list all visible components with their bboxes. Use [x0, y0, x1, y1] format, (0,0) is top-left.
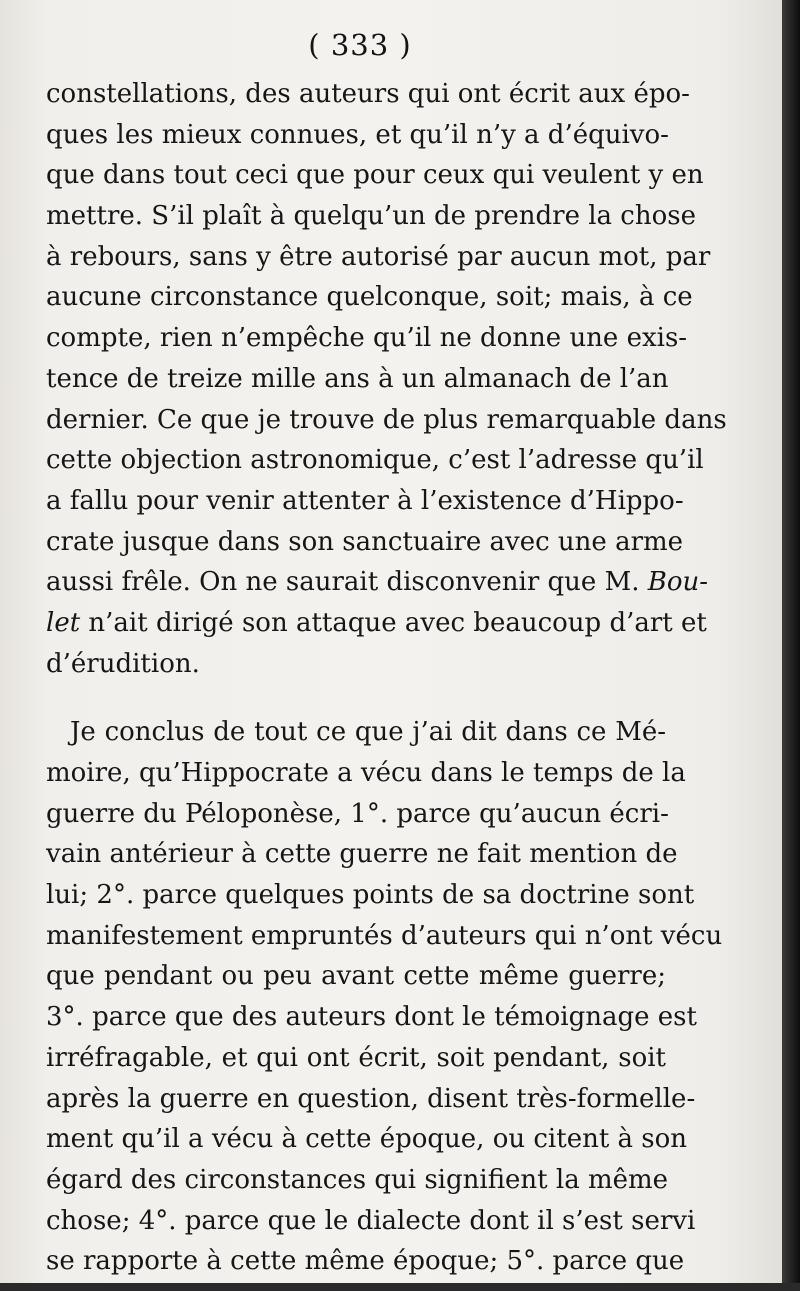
text-line: crate jusque dans son sanctuaire avec une arme: [46, 526, 684, 557]
text-line: irréfragable, et qui ont écrit, soit pendant, soit: [46, 1042, 666, 1073]
italic-name: let: [46, 607, 81, 638]
italic-name: Bou-: [647, 567, 709, 598]
text-line: mettre. S’il plaît à quelqu’un de prendre la chose: [46, 201, 696, 232]
text-line: que pendant ou peu avant cette même guerre;: [46, 961, 666, 992]
text-line: ques les mieux connues, et qu’il n’y a d’équivo-: [46, 119, 669, 150]
page-number: ( 333 ): [308, 28, 412, 62]
text-line-part: aussi frêle. On ne saurait disconvenir que M.: [46, 567, 640, 598]
text-line: compte, rien n’empêche qu’il ne donne une exis-: [46, 323, 688, 354]
text-line: 3°. parce que des auteurs dont le témoignage est: [46, 1002, 697, 1033]
text-line: moire, qu’Hippocrate a vécu dans le temps de la: [46, 758, 686, 788]
text-line: ment qu’il a vécu à cette époque, ou citent à son: [46, 1124, 688, 1155]
text-line: égard des circonstances qui signifient la même: [46, 1164, 669, 1195]
text-line: vain antérieur à cette guerre ne fait mention de: [46, 839, 678, 870]
text-line: tence de treize mille ans à un almanach de l’an: [46, 363, 669, 394]
paragraph-gap: [46, 684, 666, 712]
text-line: guerre du Péloponèse, 1°. parce qu’aucun écri-: [46, 798, 669, 829]
body-text: [46, 74, 727, 1282]
text-line: lui; 2°. parce quelques points de sa doctrine sont: [46, 880, 695, 911]
text-line: a fallu pour venir attenter à l’existence d’Hippo-: [46, 485, 684, 516]
text-line: [46, 603, 707, 644]
scan-right-edge: [782, 0, 800, 1291]
text-line: dernier. Ce que je trouve de plus remarquable dans: [46, 404, 727, 435]
text-line: aucune circonstance quelconque, soit; mais, à ce: [46, 282, 693, 313]
text-line: d’érudition.: [46, 648, 200, 679]
text-line-part: n’ait dirigé son attaque avec beaucoup d’art et: [88, 607, 707, 638]
text-line: se rapporte à cette même époque; 5°. parce que: [46, 1246, 685, 1277]
text-line: que dans tout ceci que pour ceux qui veulent y en: [46, 160, 704, 191]
text-line: manifestement empruntés d’auteurs qui n’ont vécu: [46, 920, 723, 951]
text-line: à rebours, sans y être autorisé par aucun mot, par: [46, 241, 711, 272]
text-line: Je conclus de tout ce que j’ai dit dans ce Mé-: [70, 717, 666, 748]
text-line: chose; 4°. parce que le dialecte dont il s’est servi: [46, 1205, 696, 1236]
text-line: [46, 562, 709, 603]
text-line: cette objection astronomique, c’est l’adresse qu’il: [46, 445, 704, 476]
text-line: constellations, des auteurs qui ont écrit aux épo-: [46, 79, 690, 109]
scan-bottom-edge: [0, 1283, 800, 1291]
text-line: après la guerre en question, disent très-formelle-: [46, 1083, 696, 1114]
